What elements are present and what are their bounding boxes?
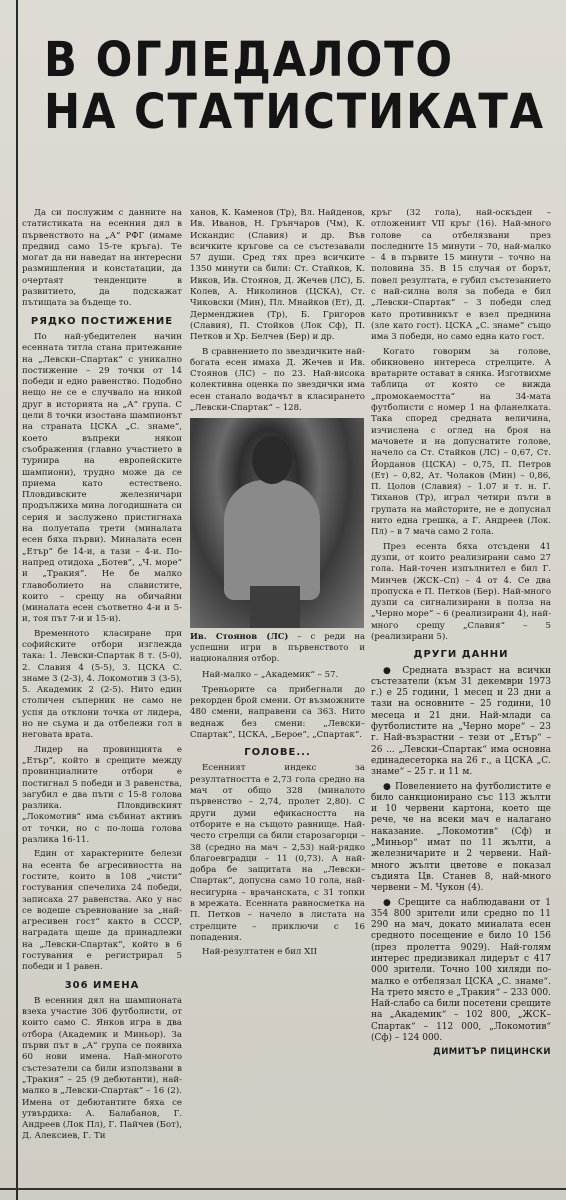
subhead-306-names: 306 ИМЕНА <box>64 979 140 991</box>
caption-text: – с реди на успешни игри в първенството и националния отбор. <box>190 631 365 664</box>
paragraph: Един от характерните белези на есента бе агресивността на гостите, които в 108 „чисти“ гостувания спечелиха 24 победи, записаха 27 равенства. Ако у нас се водеше съревнование за „най-агресивен гост“ както в СССР, наградата щеше да принадлежи на „Левски-Спартак“, който в 6 гостувания е регистрирал 5 победи и 1 равен. <box>22 849 182 973</box>
paragraph: Когато говорим за голове, обикновено интереса стрелците. А вратарите остават в сянка. Изготвихме таблица от която се вижда „промокаемостта“ на 34-мата футболисти с номер 1 на фланелката. Така според средната величина, изчислена с оглед на броя на мачовете и на допуснатите голове, начело са Ст. Стайков (ЛС) – 0,67, Ст. Йорданов (ЦСКА) – 0,75, П. Петров (Ет) – 0,82, Ат. Чолаков (Мин) – 0,86, П. Цолов (Славия) – 1.07 и т. н. Г. Тиханов (Тр), играл четири пъти в групата на майсторите, не е допуснал нито една грешка, а Г. Андреев (Лок. Пл) – в 7 мача само 2 гола. <box>371 346 551 538</box>
bottom-rule <box>0 1188 566 1190</box>
author-signature: ДИМИТЪР ПИЦИНСКИ <box>433 1047 551 1058</box>
left-column-rule <box>16 0 18 1200</box>
paragraph: кръг (32 гола), най-оскъден – отложеният VII кръг (16). Най-много голове са отбелязвани през последните 15 минути – 70, най-малко – 4 в първите 15 минути – точно на половина 35. В 15 случая от борът, повел резултата, е губил състезанието с най-силна воля за победа е бил „Левски–Спартак“ – 3 победи след като противникът е взел преднина (зле като гост). ЦСКА „С. знаме“ също има 3 победи, но само една като гост. <box>371 208 551 343</box>
intro-paragraph: Да си послужим с данните на статистиката на есенния дял в първенството на „А“ РФГ (имаме предвид само 15-те кръга). Те могат да ни наведат на интересни размишления и констатации, да очертаят тенденците в развитието, да подскажат пътищата за бъдеще то. <box>22 208 182 309</box>
paragraph: Най-малко – „Академик“ – 57. <box>202 670 339 681</box>
paragraph: Временното класиране при софийските отбори изглежда така: 1. Левски-Спартак 8 т. (5-0), 2. Славия 4 (5-5), 3. ЦСКА С. знаме 3 (2-3), 4. Локомотив 3 (3-5), 5. Академик 2 (2-5). Нито един столичен съперник не само не успя да отклони точка от лидера, но не сьума и да отбележи гол в неговата врата. <box>22 628 182 741</box>
paragraph: В сравнението по звездичките най-богата есен имаха Д. Жечев и Ив. Стоянов (ЛС) – по 23. Най-висока колективна оценка по звездички има есен станало водачът в класирането „Левски-Спартак“ – 128. <box>190 346 365 414</box>
bullet-paragraph: ● Повелението на футболистите е било санкционирано със 113 жълти и 10 червени картона, което ще рече, че на всеки мач е налагано наказание. „Локомотив“ (Сф) и „Миньор“ имат по 11 жълти, а железничарите и 2 червени. Най-много жълти цветове е показал съдията Цв. Станев 8, най-много червени – М. Чукон (4). <box>371 781 551 894</box>
headline <box>44 32 545 140</box>
paragraph: В есенния дял на шампионата взеха участие 306 футболисти, от които само С. Янков игра в два отбора (Академик и Миньор). За първи път в „А“ група се появиха 60 нови имена. Най-многото състезатели са били използвани в „Тракия“ – 25 (9 дебютанти), най-малко в „Левски-Спартак“ – 16 (2). Имена от дебютантите бяха се утвърдиха: А. Балабанов, Г. Андреев (Лок Пл), Г. Пайчев (Бот), Д. Алексиев, Г. Ти <box>22 995 182 1142</box>
paragraph: През есента бяха отсъдени 41 дузпи, от които реализирани само 27 гола. Най-точен изпълнител е бил Г. Минчев (ЖСК–Сп) – 4 от 4. Се два пропуска е П. Петков (Бер). Най-много дузпи са сигнализирани в полза на „Черно море“ – 6 (реализирани 4), най-много срещу „Славия“ – 5 (реализирани 5). <box>371 541 551 642</box>
headline-line-2: НА СТАТИСТИКАТА <box>44 84 545 140</box>
column-3 <box>371 208 551 1193</box>
photo-caption <box>190 631 365 664</box>
subhead-other-data: ДРУГИ ДАННИ <box>413 649 509 661</box>
paragraph: Най-резултатен е бил XII <box>202 947 318 958</box>
paragraph: Есенният индекс за резултатността е 2,73 гола средно на мач от общо 328 (миналото първенство – 2,74, пролет 2,80). С други думи ефикасността на отборите е на същото равнище. Най-често стрелци са били старозагорци – 38 (средно на мач – 2,53) най-рядко благоевградци – 11 (0,73). А най-добра бе защитата на „Левски–Спартак“, допусна само 10 гола, най-несигурна – врачанската, с 31 топки в мрежата. Есенната равносметка на П. Петков – начело в листата на стрелците – приключи с 16 попадения. <box>190 763 365 943</box>
bullet-paragraph: ● Средната възраст на всички състезатели (към 31 декември 1973 г.) е 25 години, 1 месец и 23 дни а тази на основните – 25 години, 10 месеца и 21 дни. Най-млади са футболистите на „Черно море“ – 23 г. Най-възрастни – тези от „Етър“ – 26 ... „Левски–Спартак“ има основна единадесеторка на 26 г., а ЦСКА „С. знаме“ – 25 г. и 11 м. <box>371 665 551 778</box>
column-2 <box>190 208 365 1193</box>
subhead-goals: ГОЛОВЕ... <box>244 747 311 759</box>
headline-line-1: В ОГЛЕДАЛОТО <box>44 32 454 88</box>
bullet-paragraph: ● Срещите са наблюдавани от 1 354 800 зрители или средно по 11 290 на мач, докато миналата есен средното посещение е било 10 156 (през пролетта 9029). Най-голям интерес предизвикал лидерът с 417 000 зрители. Точно 100 хиляди по-малко е отбелязал ЦСКА „С. знаме“. На трето място е „Тракия“ – 233 000. Най-слабо са били посетени срещите на „Академик“ – 102 800, „ЖСК–Спартак“ – 112 000, „Локомотив“ (Сф) – 124 000. <box>371 897 551 1044</box>
paragraph: Лидер на провинцията е „Етър“, който в срещите между провинциалните отбори е постигнал 5 победи и 3 равенства, загубил е два пъти с 15-8 голова разлика. Пловдивският „Локомотив“ има събинат активъ от точки, но с по-лоша голова разлика 16-11. <box>22 744 182 846</box>
subhead-rare-achievement: РЯДКО ПОСТИЖЕНИЕ <box>30 315 174 327</box>
caption-name: Ив. Стоянов (ЛС) <box>190 631 289 642</box>
paragraph: Треньорите са прибегнали до рекорден брой смени. От възможните 480 смени, направени са 363. Нито веднаж без смени: „Левски–Спартак“, ЦСКА, „Берое“, „Спартак“. <box>190 684 365 740</box>
player-photo <box>190 418 364 628</box>
paragraph: По най-убедителен начин есенната титла стана притежание на „Левски–Спартак“ с уникално постижение – 29 точки от 14 победи и едно равенство. Подобно нещо не се е случвало на никой друг в историята на „А“ група. С цели 8 точки изостана шампионът на страната ЦСКА „С. знаме“, което въпреки някои съображения (главно участието в турнира на европейските шампиони), трудно може да се приема като естествено. Пловдивските железничари продължиха мина логодишната си серия и заслужено пристигнаха на полуетапа трети (миналата есен бяха първи). Миналата есен „Етър“ бе 14-и, а тази – 4-и. По-напред отидоха „Ботев“, „Ч. море“ и „Тракия“. Не бе малко главоболието на славистите, които – срещу на обичайни (миналата есен съответно 4-и и 5-и, тоя път 7-и и 15-и). <box>22 331 182 625</box>
paragraph: ханов, К. Каменов (Тр), Вл. Найденов, Ив. Иванов, Н. Грънчаров (Чм), К. Искандис (Славия) и др. Във всичките кръгове са се състезавали 57 души. Сред тях през всичките 1350 минути са били: Ст. Стайков, К. Ивков, Ив. Стоянов, Д. Жечев (ЛС), Б. Колев, А. Николинов (ЦСКА), Ст. Чиковски (Мин), Пл. Мнайков (Ет), Д. Дерменджиев (Тр), Б. Григоров (Славия), П. Стойков (Лок Сф), П. Петков и Хр. Белчев (Бер) и др. <box>190 208 365 343</box>
column-1 <box>22 208 182 1193</box>
